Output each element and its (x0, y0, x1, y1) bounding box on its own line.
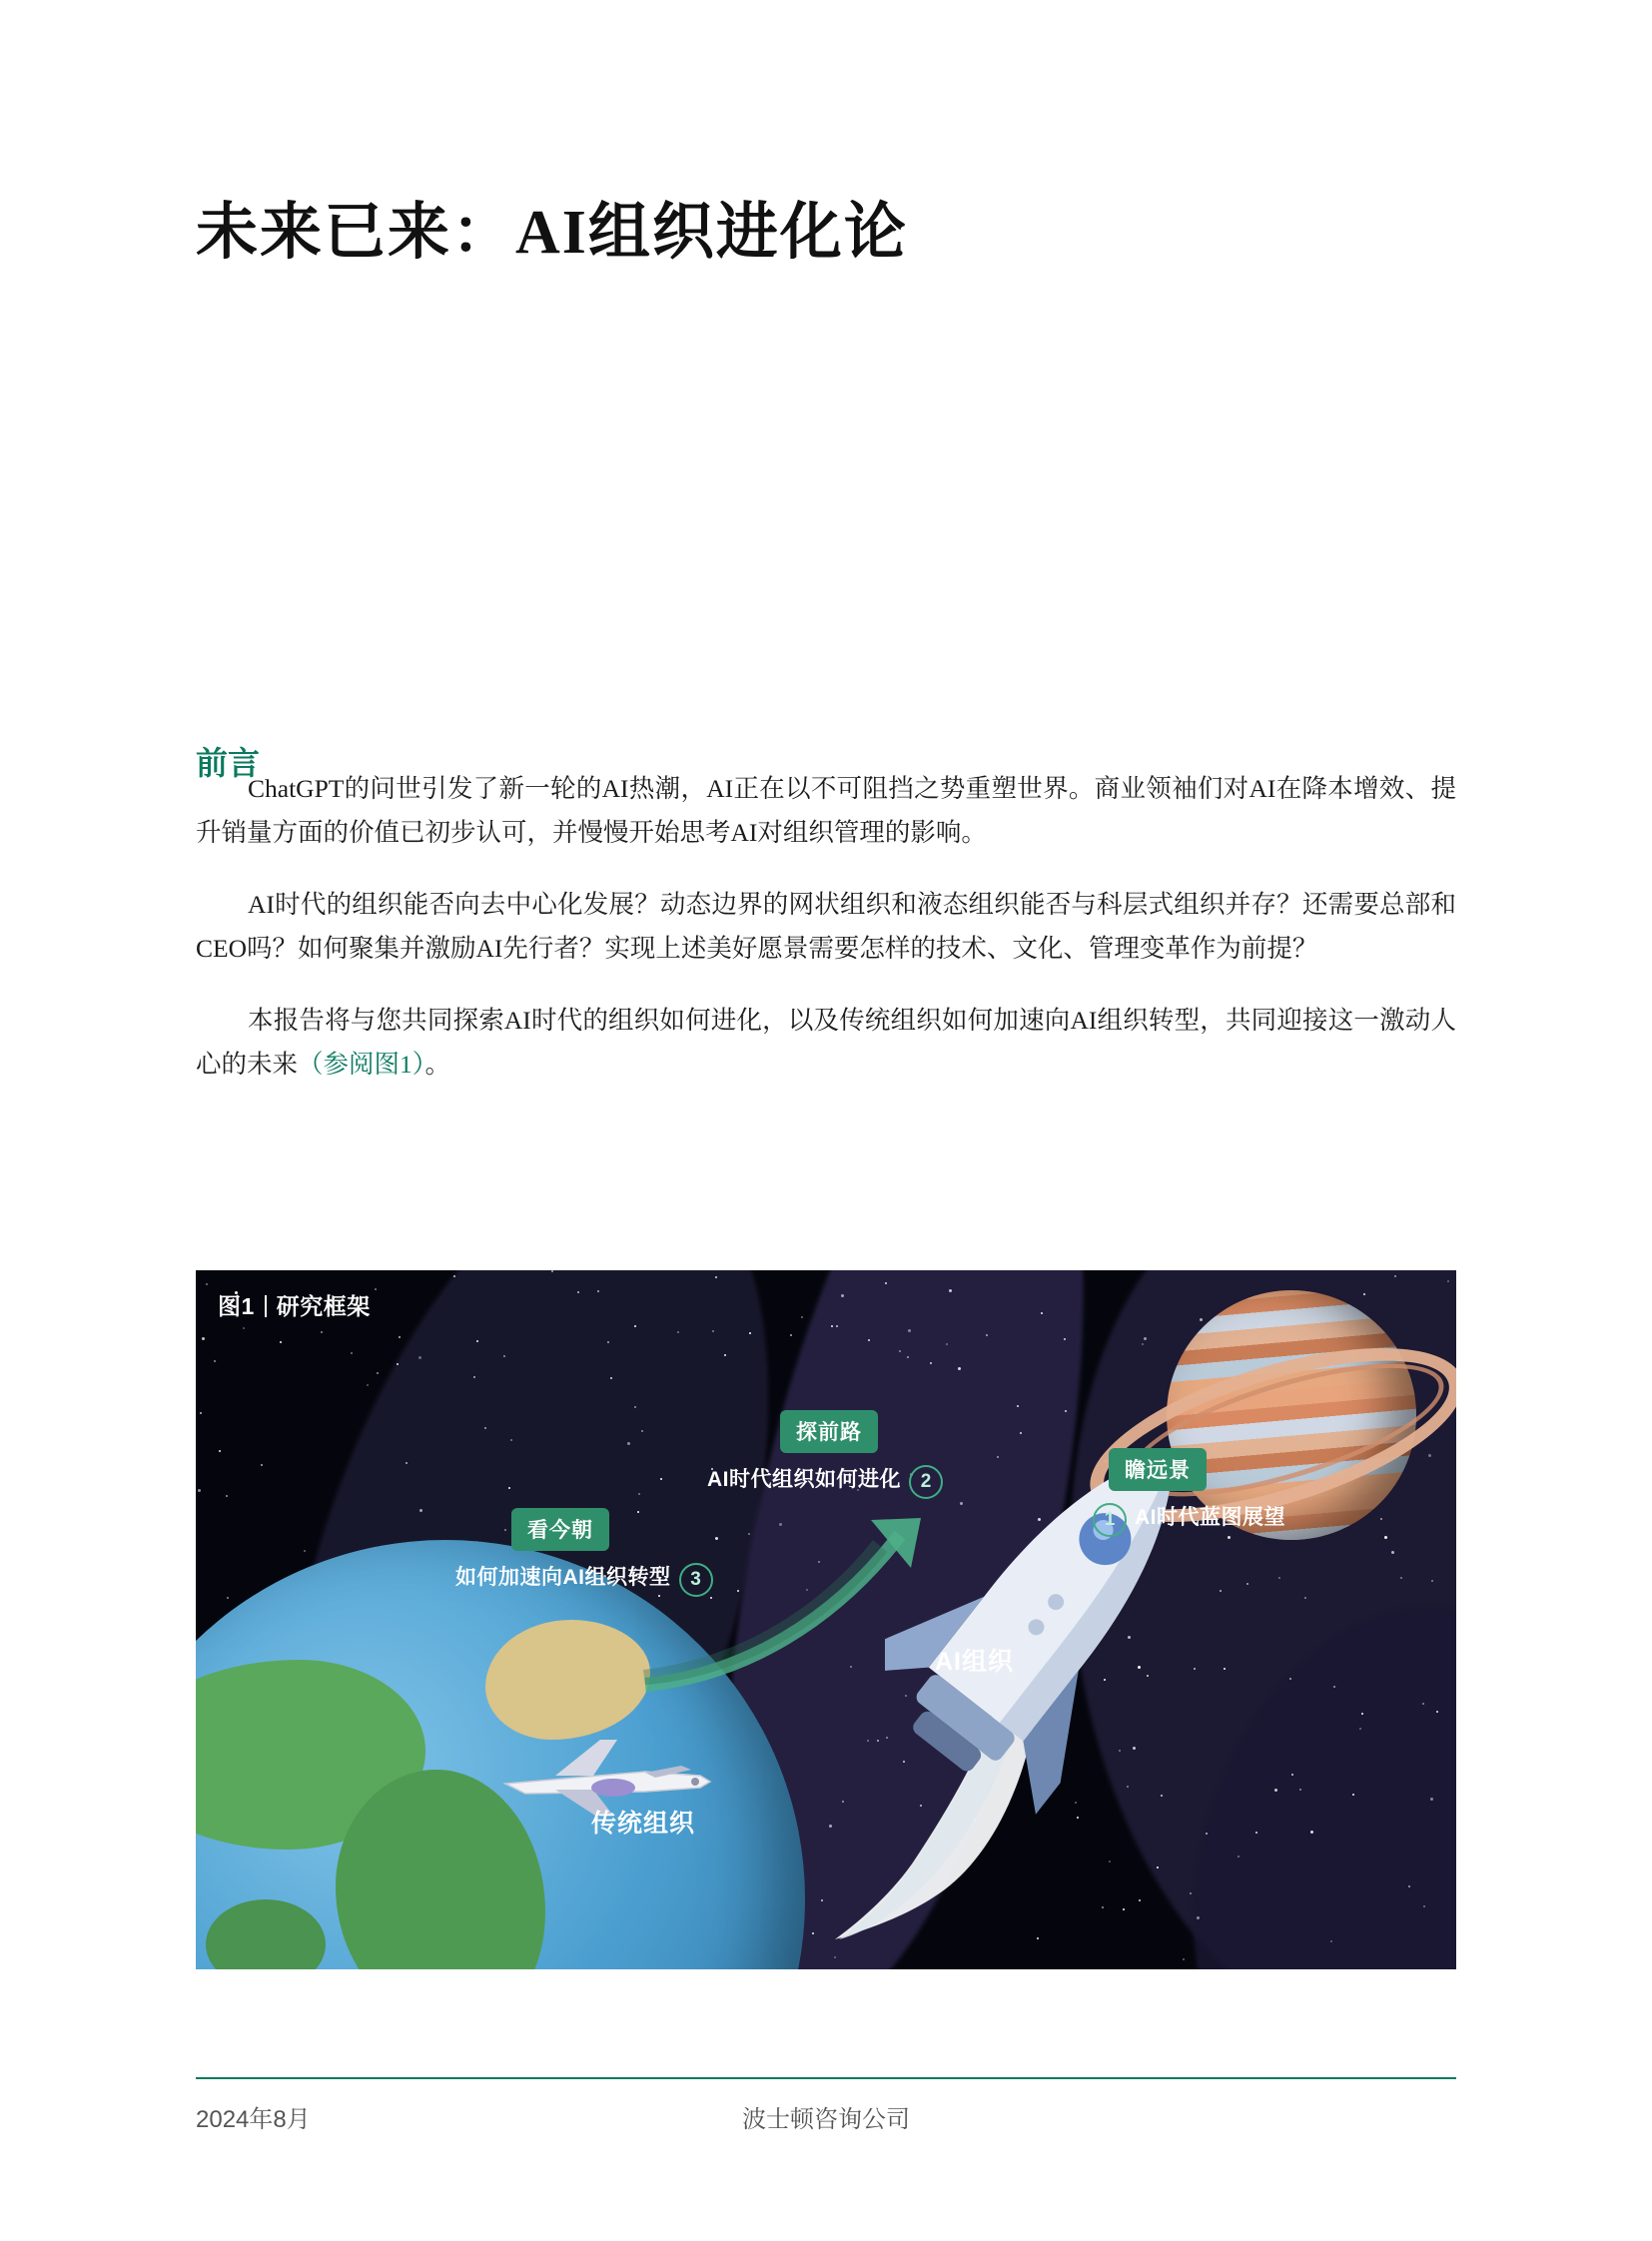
paragraph-3 (196, 999, 1456, 1087)
annotation-text-2: AI时代组织如何进化 (707, 1468, 901, 1491)
star (206, 1283, 208, 1285)
star (930, 1362, 932, 1364)
star (1330, 1940, 1332, 1942)
star (1431, 1580, 1433, 1582)
star (1352, 1794, 1354, 1796)
star (367, 1384, 369, 1386)
paragraph-2: AI时代的组织能否向去中心化发展？动态边界的网状组织和液态组织能否与科层式组织并存？还需要总部和CEO吗？如何聚集并激励AI先行者？实现上述美好愿景需要怎样的技术、文化、管理变革作为前提？ (196, 890, 1456, 963)
star (1123, 1908, 1125, 1910)
annotation-text-3: 如何加速向AI组织转型 (455, 1566, 671, 1589)
caption-divider (265, 1295, 267, 1317)
star (202, 1337, 205, 1340)
scene-label-ai-organization: AI组织 (935, 1648, 1015, 1676)
scene-label-traditional-organization: 传统组织 (591, 1810, 696, 1838)
star (1183, 1958, 1185, 1960)
annotation-number-2: 2 (909, 1465, 943, 1499)
footer-divider (196, 2077, 1456, 2079)
annotation-pill-1: 瞻远景 (1109, 1448, 1207, 1491)
figure-number: 图1 (218, 1293, 255, 1319)
star (1391, 1551, 1394, 1554)
star (1206, 1833, 1208, 1835)
star (227, 1597, 229, 1599)
star (1359, 1728, 1361, 1730)
figure-caption (218, 1288, 371, 1321)
star (831, 1325, 833, 1327)
star (597, 1290, 599, 1292)
star (1139, 1899, 1141, 1901)
star (1384, 1536, 1387, 1539)
star (1278, 1577, 1280, 1579)
star (677, 1331, 679, 1333)
star (304, 1550, 306, 1552)
star (724, 1354, 726, 1356)
star (397, 1363, 399, 1365)
star (200, 1412, 202, 1414)
paragraph-3-tail: 。 (424, 1050, 451, 1079)
star (243, 1327, 245, 1329)
annotation-pill-3: 看今朝 (511, 1508, 609, 1551)
star (377, 1372, 379, 1374)
figure-reference-link[interactable]: （参阅图1） (298, 1050, 425, 1079)
figure-title: 研究框架 (276, 1293, 371, 1319)
star (1380, 1518, 1382, 1520)
star (638, 1493, 640, 1495)
figure-research-framework (196, 1270, 1456, 1969)
star (958, 1367, 961, 1370)
footer-company: 波士顿咨询公司 (742, 2106, 910, 2133)
annotation-pill-2: 探前路 (780, 1410, 878, 1453)
star (510, 1439, 512, 1441)
star (790, 1334, 792, 1336)
section-heading-preface: 前言 (196, 744, 261, 781)
star (280, 1341, 282, 1343)
annotation-number-3: 3 (679, 1563, 713, 1597)
paragraph-3-text: 本报告将与您共同探索AI时代的组织如何进化，以及传统组织如何加速向AI组织转型，共同迎接这一激动人心的未来 (196, 1006, 1456, 1079)
star (1142, 1343, 1144, 1345)
star (351, 1352, 353, 1354)
annotation-text-1: AI时代蓝图展望 (1135, 1506, 1285, 1529)
star (1041, 1312, 1043, 1314)
star (1310, 1831, 1313, 1834)
star (607, 1341, 609, 1343)
star (453, 1275, 455, 1277)
star (399, 1336, 401, 1338)
star (1224, 1668, 1226, 1670)
star (577, 1291, 579, 1293)
star (885, 1282, 887, 1284)
star (1255, 1832, 1257, 1834)
star (1304, 1597, 1306, 1599)
annotation-explore-path[interactable] (707, 1410, 951, 1499)
page-title: 未来已来：AI组织进化论 (196, 198, 908, 267)
body-text (196, 767, 1456, 1115)
star (226, 1495, 228, 1497)
star (1200, 1318, 1203, 1321)
star (261, 1464, 263, 1466)
star (375, 1288, 377, 1290)
paragraph-1: ChatGPT的问世引发了新一轮的AI热潮，AI正在以不可阻挡之势重塑世界。商业领袖们对AI在降本增效、提升销量方面的价值已初步认可，并慢慢开始思考AI对组织管理的影响。 (196, 774, 1456, 847)
star (660, 1478, 662, 1480)
star (406, 1462, 408, 1464)
star (836, 1325, 838, 1327)
star (986, 1334, 988, 1336)
star (214, 1360, 216, 1362)
star (749, 1332, 751, 1334)
star (219, 1450, 221, 1452)
footer-date: 2024年8月 (196, 2106, 311, 2133)
star (198, 1489, 201, 1492)
star (834, 1956, 836, 1958)
star (610, 1377, 612, 1379)
star (1408, 1885, 1410, 1887)
star (1238, 1856, 1239, 1858)
star (1102, 1906, 1104, 1908)
star (1422, 1703, 1424, 1705)
annotation-today[interactable] (455, 1508, 721, 1597)
star (868, 1339, 870, 1341)
star (484, 1427, 486, 1429)
annotation-number-1: 1 (1093, 1503, 1127, 1537)
star (503, 1355, 505, 1357)
star (1299, 1789, 1301, 1791)
star (1144, 1337, 1147, 1340)
star (907, 1356, 909, 1358)
star (1157, 1867, 1159, 1868)
star (1109, 1861, 1111, 1863)
landmass (206, 1899, 326, 1969)
annotation-vision[interactable] (1085, 1448, 1285, 1537)
star (801, 1316, 803, 1318)
star (321, 1331, 323, 1333)
